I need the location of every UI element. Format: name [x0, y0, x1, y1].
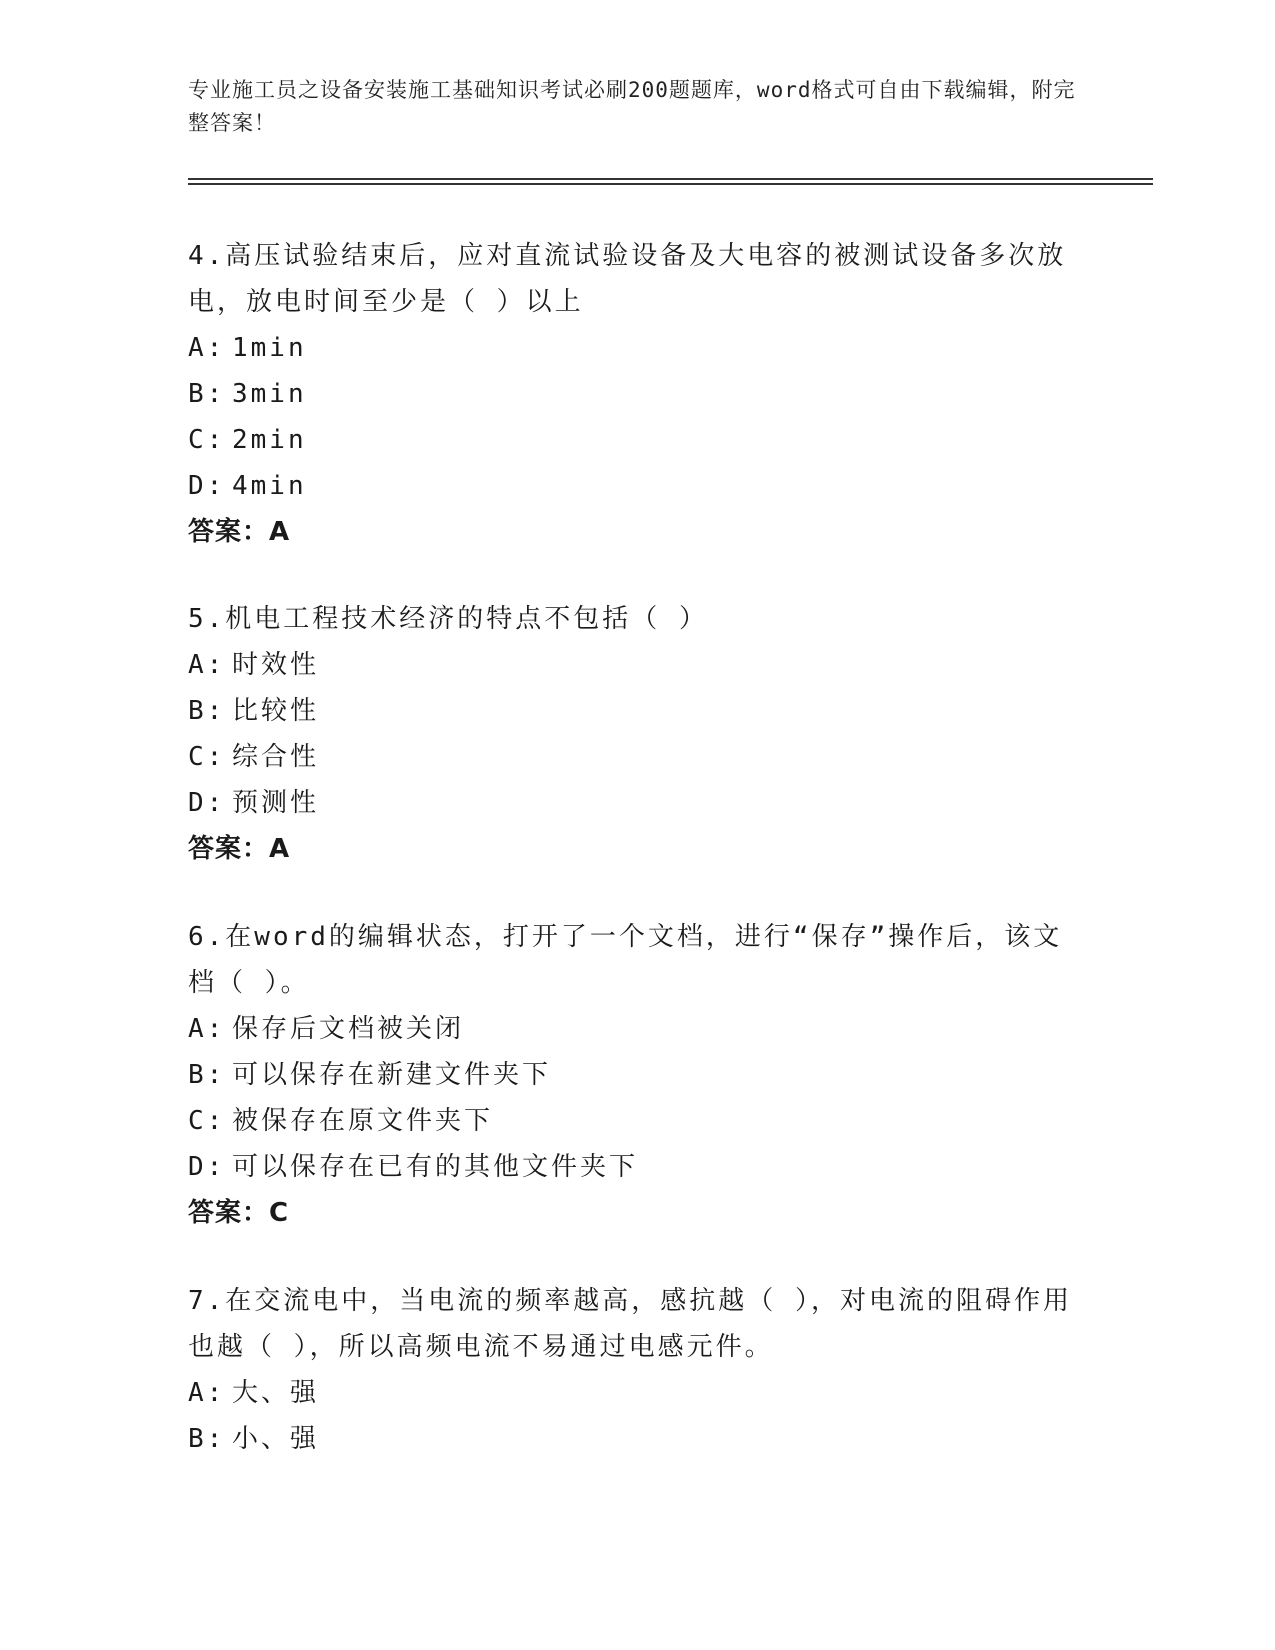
- option-text: 预测性: [232, 788, 320, 818]
- question-stem: 7.在交流电中，当电流的频率越高，感抗越（ ），对电流的阻碍作用也越（ ），所以高频电流不易通过电感元件。: [188, 1286, 1072, 1362]
- option-letter: C:: [188, 425, 226, 455]
- option-d: [188, 463, 1088, 509]
- option-text: 被保存在原文件夹下: [232, 1106, 494, 1136]
- option-b: [188, 371, 1088, 417]
- question-stem: 5.机电工程技术经济的特点不包括（ ）: [188, 604, 708, 634]
- option-text: 4min: [232, 471, 307, 501]
- option-b: [188, 688, 1088, 734]
- option-d: [188, 1144, 1088, 1190]
- option-text: 比较性: [232, 696, 320, 726]
- question-block: [188, 914, 1088, 1236]
- option-text: 可以保存在新建文件夹下: [232, 1060, 552, 1090]
- option-letter: D:: [188, 471, 226, 501]
- answer-line: 答案：C: [188, 1198, 290, 1228]
- option-letter: D:: [188, 1152, 226, 1182]
- option-text: 可以保存在已有的其他文件夹下: [232, 1152, 639, 1182]
- document-header-title: 专业施工员之设备安装施工基础知识考试必刷200题题库，word格式可自由下载编辑，附完整答案！: [188, 78, 1076, 135]
- header-divider-top: [188, 178, 1153, 180]
- question-stem: 6.在word的编辑状态，打开了一个文档，进行“保存”操作后，该文档（ ）。: [188, 922, 1063, 998]
- answer-line: 答案：A: [188, 834, 291, 864]
- option-text: 3min: [232, 379, 307, 409]
- question-block: [188, 1278, 1088, 1462]
- option-c: [188, 1098, 1088, 1144]
- option-letter: D:: [188, 788, 226, 818]
- question-stem: 4.高压试验结束后，应对直流试验设备及大电容的被测试设备多次放电，放电时间至少是（ ）以上: [188, 241, 1067, 317]
- answer-line: 答案：A: [188, 517, 291, 547]
- header-divider-bottom: [188, 183, 1153, 185]
- option-letter: A:: [188, 650, 226, 680]
- option-letter: B:: [188, 379, 226, 409]
- question-block: [188, 233, 1088, 555]
- option-letter: A:: [188, 1378, 226, 1408]
- option-text: 保存后文档被关闭: [232, 1014, 465, 1044]
- option-text: 大、强: [232, 1378, 320, 1408]
- option-text: 1min: [232, 333, 307, 363]
- option-text: 时效性: [232, 650, 320, 680]
- option-letter: B:: [188, 696, 226, 726]
- option-letter: B:: [188, 1060, 226, 1090]
- option-a: [188, 1006, 1088, 1052]
- option-b: [188, 1416, 1088, 1462]
- option-b: [188, 1052, 1088, 1098]
- option-a: [188, 325, 1088, 371]
- option-a: [188, 642, 1088, 688]
- question-block: [188, 596, 1088, 872]
- option-letter: C:: [188, 1106, 226, 1136]
- option-letter: B:: [188, 1424, 226, 1454]
- option-text: 2min: [232, 425, 307, 455]
- option-letter: C:: [188, 742, 226, 772]
- option-text: 小、强: [232, 1424, 320, 1454]
- option-c: [188, 417, 1088, 463]
- option-letter: A:: [188, 333, 226, 363]
- option-d: [188, 780, 1088, 826]
- option-text: 综合性: [232, 742, 320, 772]
- option-c: [188, 734, 1088, 780]
- option-a: [188, 1370, 1088, 1416]
- option-letter: A:: [188, 1014, 226, 1044]
